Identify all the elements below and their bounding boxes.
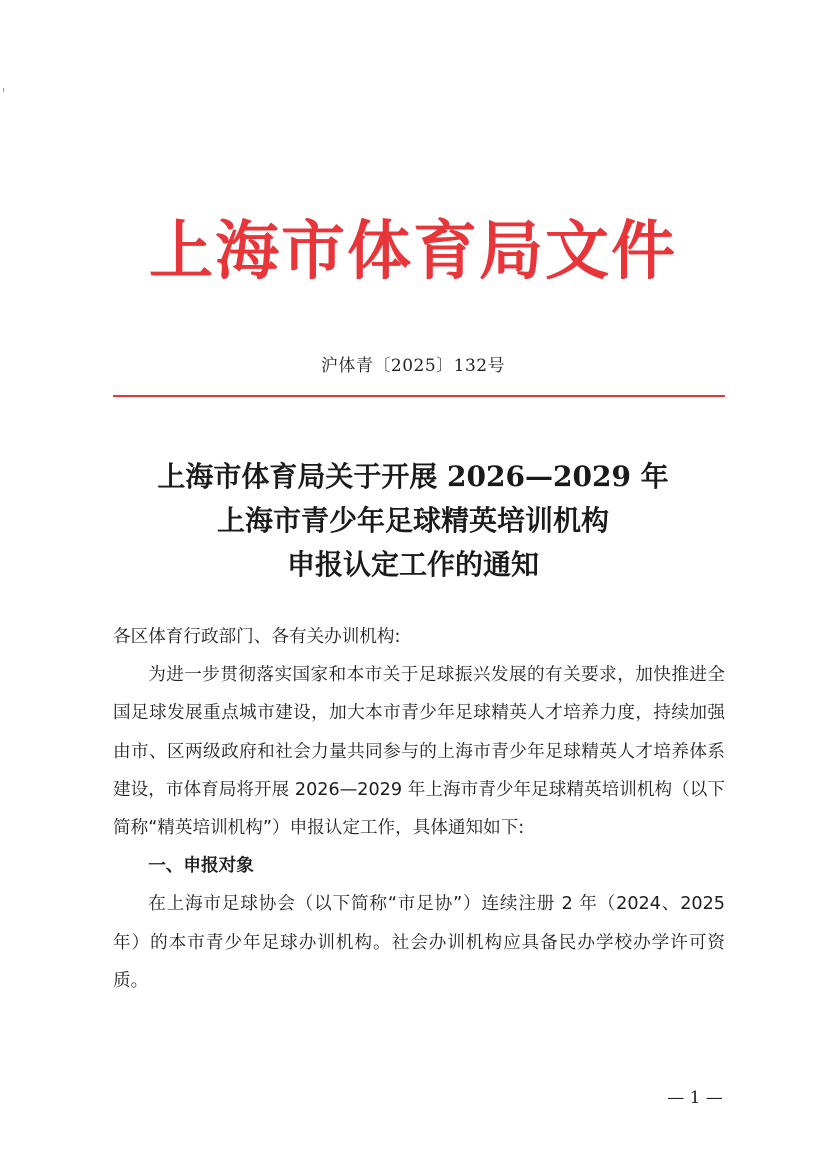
document-number: 沪体青〔2025〕132号 [320,356,506,376]
document-body [113,618,725,1000]
section-heading-applicants: 一、申报对象 [148,856,254,877]
intro-paragraph: 为进一步贯彻落实国家和本市关于足球振兴发展的有关要求，加快推进全国足球发展重点城市建设，加大本市青少年足球精英人才培养力度，持续加强由市、区两级政府和社会力量共同参与的上海市青少年足球精英人才培养体系建设，市体育局将开展 2026—2029 年上海市青少年足球精英培训机构（以下简称“精英培训机构”）申报认定工作，具体通知如下: [113,665,725,839]
document-title [0,455,826,587]
section-paragraph-applicants: 在上海市足球协会（以下简称“市足协”）连续注册 2 年（2024、2025 年）的本市青少年足球办训机构。社会办训机构应具备民办学校办学许可资质。 [113,894,725,991]
title-line-1: 上海市体育局关于开展 2026—2029 年 [157,460,669,493]
red-masthead: 上海市体育局文件 [149,214,677,289]
scan-edge-mark [3,88,4,92]
red-separator-line [113,395,725,397]
salutation: 各区体育行政部门、各有关办训机构: [113,627,401,647]
title-line-2: 上海市青少年足球精英培训机构 [216,504,609,537]
title-line-3: 申报认定工作的通知 [286,548,539,581]
page-number: — 1 — [667,1088,723,1108]
